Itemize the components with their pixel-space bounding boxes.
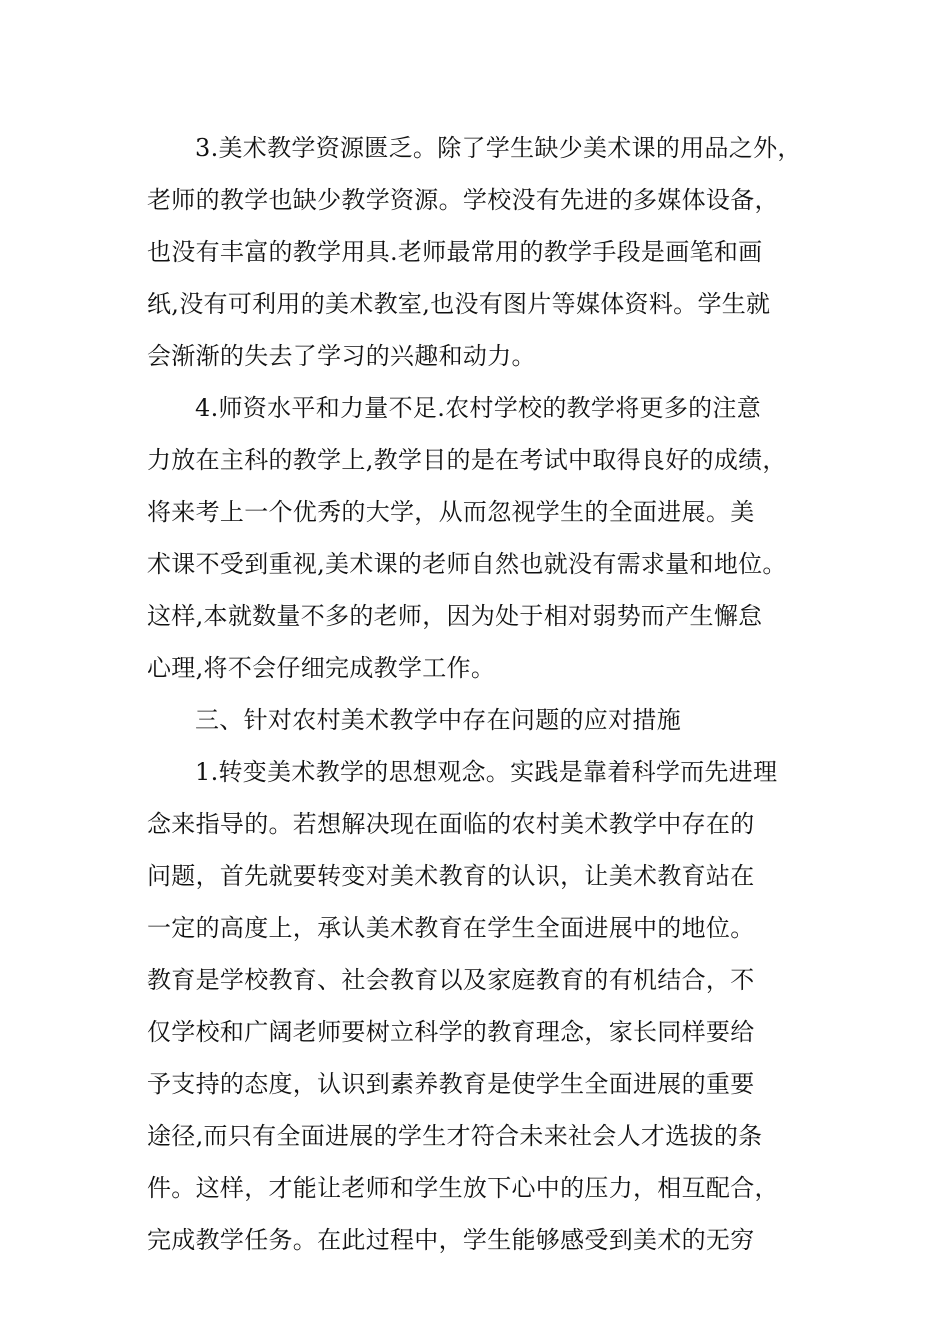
paragraph-1-line-2: 念来指导的。若想解决现在面临的农村美术教学中存在的 xyxy=(147,810,755,838)
paragraph-4-line-6: 心理,将不会仔细完成教学工作。 xyxy=(147,654,496,682)
paragraph-1-line-7: 予支持的态度，认识到素养教育是使学生全面进展的重要 xyxy=(147,1070,755,1098)
paragraph-4-line-2: 力放在主科的教学上,教学目的是在考试中取得良好的成绩， xyxy=(147,446,787,474)
paragraph-4-line-1: 4.师资水平和力量不足.农村学校的教学将更多的注意 xyxy=(195,394,762,422)
paragraph-4-line-5: 这样,本就数量不多的老师，因为处于相对弱势而产生懈怠 xyxy=(147,602,763,630)
paragraph-1-line-5: 教育是学校教育、社会教育以及家庭教育的有机结合，不 xyxy=(147,966,755,994)
paragraph-4-line-4: 术课不受到重视,美术课的老师自然也就没有需求量和地位。 xyxy=(147,550,787,578)
paragraph-1-line-3: 问题，首先就要转变对美术教育的认识，让美术教育站在 xyxy=(147,862,755,890)
paragraph-4-line-3: 将来考上一个优秀的大学，从而忽视学生的全面进展。美 xyxy=(147,498,755,526)
paragraph-1-line-1: 1.转变美术教学的思想观念。实践是靠着科学而先进理 xyxy=(195,758,778,786)
paragraph-1-line-4: 一定的高度上，承认美术教育在学生全面进展中的地位。 xyxy=(147,914,755,942)
paragraph-1-line-8: 途径,而只有全面进展的学生才符合未来社会人才选拔的条 xyxy=(147,1122,763,1150)
paragraph-3-line-4: 纸,没有可利用的美术教室,也没有图片等媒体资料。学生就 xyxy=(147,290,771,318)
section-heading: 三、针对农村美术教学中存在问题的应对措施 xyxy=(195,706,681,734)
paragraph-3-line-3: 也没有丰富的教学用具.老师最常用的教学手段是画笔和画 xyxy=(147,238,763,266)
paragraph-1-line-9: 件。这样，才能让老师和学生放下心中的压力，相互配合， xyxy=(147,1174,779,1202)
paragraph-1-line-10: 完成教学任务。在此过程中，学生能够感受到美术的无穷 xyxy=(147,1226,755,1254)
paragraph-1-line-6: 仅学校和广阔老师要树立科学的教育理念，家长同样要给 xyxy=(147,1018,755,1046)
paragraph-3-line-5: 会渐渐的失去了学习的兴趣和动力。 xyxy=(147,342,536,370)
paragraph-3-line-1: 3.美术教学资源匮乏。除了学生缺少美术课的用品之外， xyxy=(195,134,802,162)
paragraph-3-line-2: 老师的教学也缺少教学资源。学校没有先进的多媒体设备， xyxy=(147,186,779,214)
